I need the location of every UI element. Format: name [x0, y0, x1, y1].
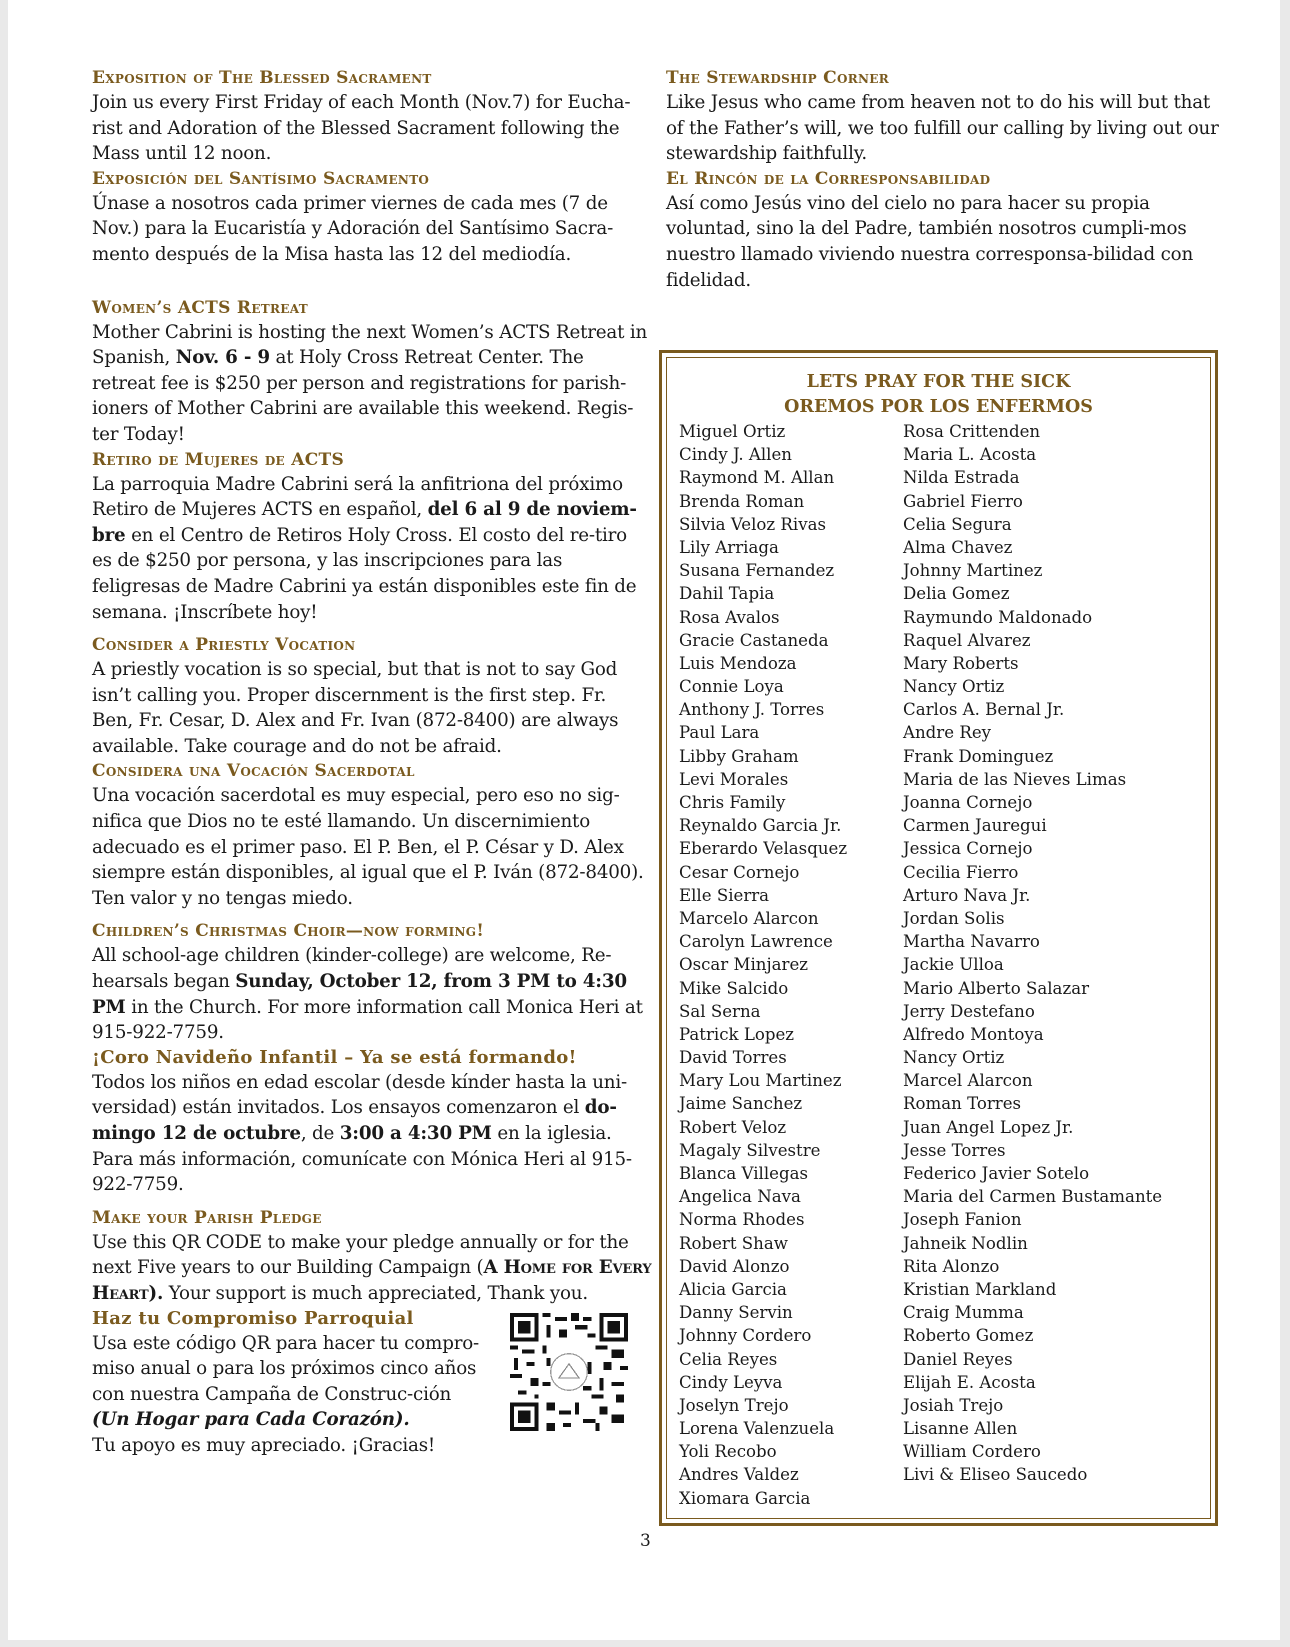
sick-name: Lisanne Allen [903, 1419, 1018, 1439]
sick-name: Jahneik Nodlin [903, 1233, 1028, 1253]
section-text: La parroquia Madre Cabrini será la anfitriona del próximo Retiro de Mujeres ACTS en español, del 6 al 9 de noviem-bre en el Centro de Retiros Holy Cross. El costo del re-tiro es de $250 por persona, y las inscripciones para las feligresas de Madre Cabrini ya están disponibles este fin de semana. ¡Inscríbete hoy! [92, 473, 637, 623]
sick-name: Lorena Valenzuela [679, 1419, 835, 1439]
section-heading: Make your Parish Pledge [92, 1207, 322, 1228]
section-text: All school-age children (kinder-college) are welcome, Re-hearsals began Sunday, October 12, from 3 PM to 4:30 PM in the Church. For more information call Monica Heri at 915-922-7759. [92, 945, 643, 1044]
sick-name: Libby Graham [679, 746, 799, 766]
sick-name: Raymundo Maldonado [903, 607, 1093, 627]
sick-name: Federico Javier Sotelo [903, 1164, 1090, 1183]
sick-name: Levi Morales [679, 769, 789, 789]
sick-name: Paul Lara [679, 723, 760, 743]
sick-name: Jackie Ulloa [903, 955, 1004, 975]
sick-name: Johnny Martinez [903, 561, 1043, 581]
section-text: A priestly vocation is so special, but that is not to say God isn’t calling you. Proper discernment is the first step. Fr. Ben, Fr. Cesar, D. Alex and Fr. Ivan (872-8400) are always available. Take courage and do not be afraid. [92, 659, 619, 757]
right-column [666, 66, 1226, 293]
sick-name: Mario Alberto Salazar [903, 978, 1090, 998]
sick-name: Nancy Ortiz [903, 677, 1005, 697]
sick-name: Roman Torres [903, 1094, 1022, 1114]
sick-name: Jordan Solis [903, 908, 1005, 928]
pray-title-es: OREMOS POR LOS ENFERMOS [784, 397, 1093, 417]
sick-names-list [679, 420, 1204, 1510]
sick-name: Raquel Alvarez [903, 630, 1031, 650]
section-text: Todos los niños en edad escolar (desde kínder hasta la uni-versidad) están invitados. Los ensayos comenzaron el do-mingo 12 de octubre, de 3:00 a 4:30 PM en la iglesia. Para más información, comunícate con Mónica Heri al 915-922-7759. [92, 1071, 632, 1196]
sick-name: Delia Gomez [903, 584, 1010, 604]
sick-name: Alma Chavez [903, 537, 1013, 557]
sick-name: Jerry Destefano [903, 1001, 1035, 1021]
sick-name: Xiomara Garcia [679, 1488, 811, 1508]
sick-name: Nilda Estrada [903, 468, 1020, 488]
section-heading: Retiro de Mujeres de ACTS [92, 449, 345, 470]
sick-name: Kristian Markland [903, 1279, 1057, 1299]
sick-name: Reynaldo Garcia Jr. [679, 816, 842, 836]
section-heading: Women’s ACTS Retreat [92, 297, 308, 318]
section-heading: Exposition of The Blessed Sacrament [92, 68, 432, 88]
sick-name: Joseph Fanion [903, 1210, 1022, 1230]
sick-name: Marcel Alarcon [903, 1071, 1033, 1091]
section-text: Mother Cabrini is hosting the next Women’s ACTS Retreat in Spanish, Nov. 6 - 9 at Holy Cross Retreat Center. The retreat fee is $250 per person and registrations for parish-ioners of Mother Cabrini are available this weekend. Regis-ter Today! [92, 321, 648, 445]
sick-name: David Alonzo [679, 1256, 790, 1276]
sick-name: Mary Lou Martinez [679, 1071, 842, 1091]
sick-name: Silvia Veloz Rivas [679, 514, 827, 534]
sick-name: Yoli Recobo [679, 1442, 777, 1462]
sick-name: Johnny Cordero [679, 1326, 812, 1346]
pray-title-en: LETS PRAY FOR THE SICK [806, 372, 1071, 392]
sick-name: Elijah E. Acosta [903, 1372, 1036, 1392]
sick-name: Danny Servin [679, 1303, 793, 1323]
sick-name: Lily Arriaga [679, 537, 779, 557]
sick-name: Roberto Gomez [903, 1326, 1034, 1346]
sick-name: Celia Reyes [679, 1349, 778, 1369]
sick-name: Magaly Silvestre [679, 1140, 821, 1160]
sick-name: Carlos A. Bernal Jr. [903, 700, 1065, 720]
section-heading: Children’s Christmas Choir—now forming! [92, 921, 485, 942]
sick-name: Rosa Avalos [679, 607, 780, 627]
sick-name: Livi & Eliseo Saucedo [903, 1465, 1088, 1485]
section-heading: The Stewardship Corner [666, 68, 890, 88]
section-heading: Considera una Vocación Sacerdotal [92, 761, 415, 782]
sick-name: Oscar Minjarez [679, 955, 809, 975]
sick-name: Gabriel Fierro [903, 491, 1023, 511]
sick-name: Cindy Leyva [679, 1372, 783, 1392]
sick-name: Jessica Cornejo [903, 839, 1033, 859]
sick-name: Andre Rey [903, 723, 992, 743]
sick-name: Miguel Ortiz [679, 422, 786, 441]
sick-name: Sal Serna [679, 1001, 761, 1021]
sick-name: Connie Loya [679, 677, 784, 697]
sick-name: Gracie Castaneda [679, 630, 829, 650]
sick-name: Rita Alonzo [903, 1256, 1000, 1276]
pray-for-sick-box [659, 350, 1218, 1526]
sick-name: Carolyn Lawrence [679, 932, 833, 952]
sick-name: Cecilia Fierro [903, 862, 1019, 882]
sick-name: Dahil Tapia [679, 584, 775, 604]
sick-name: Joanna Cornejo [903, 793, 1033, 812]
sick-name: Carmen Jauregui [903, 816, 1047, 836]
sick-name: Blanca Villegas [679, 1164, 809, 1183]
sick-name: Cindy J. Allen [679, 445, 792, 465]
sick-name: Elle Sierra [679, 885, 770, 905]
sick-name: Andres Valdez [679, 1465, 799, 1485]
section-text: Así como Jesús vino del cielo no para hacer su propia voluntad, sino la del Padre, también nosotros cumpli-mos nuestro llamado viviendo nuestra corresponsa-bilidad con fidelidad. [666, 192, 1194, 291]
sick-name: Joselyn Trejo [679, 1395, 789, 1415]
section-text: Únase a nosotros cada primer viernes de cada mes (7 de Nov.) para la Eucaristía y Adoración del Santísimo Sacra-mento después de la Misa hasta las 12 del mediodía. [92, 192, 614, 265]
qr-code-icon[interactable] [510, 1313, 628, 1431]
pray-title [667, 370, 1210, 420]
sick-name: Marcelo Alarcon [679, 908, 819, 928]
sick-name: Maria L. Acosta [903, 445, 1037, 465]
section-heading: Consider a Priestly Vocation [92, 635, 356, 656]
sick-name: Angelica Nava [679, 1187, 801, 1207]
section-heading: Exposición del Santísimo Sacramento [92, 168, 430, 189]
section-text: Join us every First Friday of each Month (Nov.7) for Eucha-rist and Adoration of the Blessed Sacrament following the Mass until 12 noon. [92, 92, 631, 165]
sick-name: Alicia Garcia [679, 1279, 787, 1299]
sick-name: Patrick Lopez [679, 1024, 795, 1044]
sick-name: Susana Fernandez [679, 561, 835, 581]
sick-name: Raymond M. Allan [679, 468, 835, 488]
sick-name: Frank Dominguez [903, 746, 1054, 766]
left-column [92, 66, 652, 1459]
section-heading: ¡Coro Navideño Infantil – Ya se está formando! [92, 1046, 577, 1068]
sick-name: Jaime Sanchez [679, 1094, 803, 1114]
section-text: Like Jesus who came from heaven not to do his will but that of the Father’s will, we too fulfill our calling by living out our stewardship faithfully. [666, 92, 1219, 165]
sick-name [903, 1487, 1204, 1510]
sick-name: Robert Shaw [679, 1233, 788, 1253]
sick-name: Josiah Trejo [903, 1395, 1004, 1415]
section-text: Una vocación sacerdotal es muy especial, pero eso no sig-nifica que Dios no te esté llamando. Un discernimiento adecuado es el primer paso. El P. Ben, el P. César y D. Alex siempre están disponibles, al igual que el P. Iván (872-8400). Ten valor y no tengas miedo. [92, 785, 644, 909]
sick-name: Nancy Ortiz [903, 1048, 1005, 1068]
sick-name: Robert Veloz [679, 1117, 787, 1137]
sick-name: Brenda Roman [679, 491, 805, 511]
sick-name: Juan Angel Lopez Jr. [903, 1117, 1074, 1137]
sick-name: Mary Roberts [903, 653, 1019, 673]
sick-name: Maria de las Nieves Limas [903, 769, 1127, 789]
page-number: 3 [640, 1531, 651, 1551]
section-text: Usa este código QR para hacer tu compro-miso anual o para los próximos cinco años con nuestra Campaña de Construc-ción (Un Hogar para Cada Corazón). Tu apoyo es muy apreciado. ¡Gracias! [92, 1332, 480, 1456]
section-heading: El Rincón de la Corresponsabilidad [666, 168, 991, 189]
sick-name: Martha Navarro [903, 932, 1040, 952]
sick-name: Alfredo Montoya [903, 1024, 1044, 1044]
sick-name: Chris Family [679, 793, 786, 812]
sick-name: Jesse Torres [903, 1140, 1006, 1160]
sick-name: Celia Segura [903, 514, 1012, 534]
bulletin-page [8, 0, 1280, 1640]
section-heading: Haz tu Compromiso Parroquial [92, 1307, 414, 1329]
sick-name: Norma Rhodes [679, 1210, 805, 1230]
sick-name: Eberardo Velasquez [679, 839, 848, 859]
section-text: Use this QR CODE to make your pledge annually or for the next Five years to our Building Campaign (A Home for Every Heart). Your support is much appreciated, Thank you. [92, 1231, 652, 1304]
sick-name: Rosa Crittenden [903, 422, 1041, 441]
sick-name: Cesar Cornejo [679, 862, 800, 882]
sick-name: Craig Mumma [903, 1303, 1024, 1323]
sick-name: David Torres [679, 1048, 787, 1068]
sick-name: Mike Salcido [679, 978, 789, 998]
sick-name: Luis Mendoza [679, 653, 797, 673]
sick-name: Maria del Carmen Bustamante [903, 1187, 1163, 1207]
sick-name: Arturo Nava Jr. [903, 885, 1031, 905]
sick-name: Anthony J. Torres [679, 700, 825, 720]
sick-name: Daniel Reyes [903, 1349, 1013, 1369]
sick-name: William Cordero [903, 1442, 1041, 1462]
